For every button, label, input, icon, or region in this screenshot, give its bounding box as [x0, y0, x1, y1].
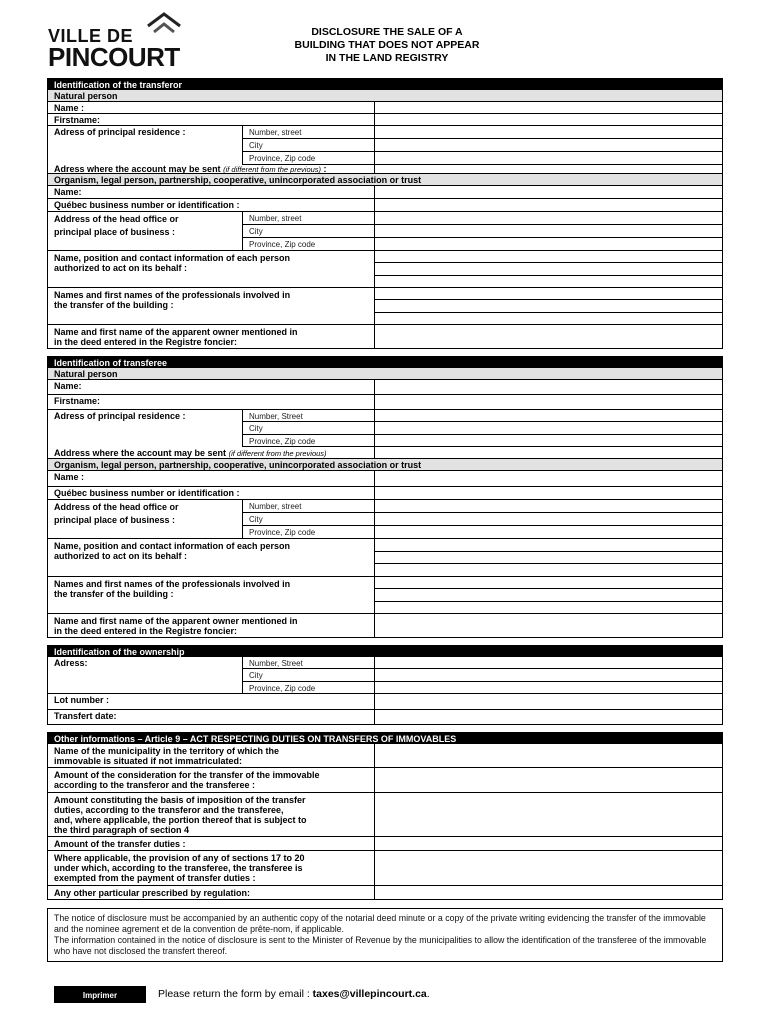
transferee-ho-city-label: City: [243, 513, 375, 526]
transferor-account-label: Adress where the account may be sent (if different from the previous) :: [48, 165, 375, 173]
consideration-field[interactable]: [375, 768, 722, 792]
transferee-residence-label: Adress of principal residence :: [48, 410, 243, 447]
transferor-organism-subheader: Organism, legal person, partnership, cooperative, unincorporated association or trust: [47, 174, 723, 186]
other-particular-field[interactable]: [375, 886, 722, 899]
notice-paragraph-1: The notice of disclosure must be accompanied by an authentic copy of the notarial deed minute or a copy of the private writing evidencing the transfer of the immovable and the nominee agrement et de la convention de prête-nom, if applicable.: [54, 913, 706, 934]
lot-number-field[interactable]: [375, 694, 722, 710]
transferee-owner-label: Name and first name of the apparent owner mentioned in in the deed entered in the Registre foncier:: [48, 614, 375, 637]
roof-chevron-icon: [146, 12, 182, 36]
transferor-business-number-label: Québec business number or identification :: [48, 199, 375, 212]
transferor-head-office-label: Address of the head office or principal place of business :: [48, 212, 243, 251]
transferor-firstname-field[interactable]: [375, 114, 722, 126]
transferor-ho-number-label: Number, street: [243, 212, 375, 225]
transferee-authorized-label: Name, position and contact information of each person authorized to act on its behalf :: [48, 539, 375, 576]
logo-line-2: PINCOURT: [48, 42, 180, 72]
transferor-authorized-label: Name, position and contact information of each person authorized to act on its behalf :: [48, 251, 375, 287]
transferee-org-name-field[interactable]: [375, 471, 722, 487]
transferor-section-header: Identification of the transferor: [47, 78, 723, 90]
transfer-date-field[interactable]: [375, 710, 722, 725]
transferee-ho-number-label: Number, street: [243, 500, 375, 513]
transferee-business-number-label: Québec business number or identification :: [48, 487, 375, 500]
ownership-city-label: City: [243, 669, 375, 681]
print-button[interactable]: Imprimer: [54, 986, 146, 1003]
transferor-owner-label: Name and first name of the apparent owner mentioned in in the deed entered in the Registre foncier:: [48, 325, 375, 348]
transferee-account-label: Address where the account may be sent (if different from the previous): [48, 447, 375, 458]
ville-de-pincourt-logo: [48, 12, 188, 72]
transferor-ho-province-label: Province, Zip code: [243, 238, 375, 251]
ownership-province-label: Province, Zip code: [243, 682, 375, 694]
transferor-city-field[interactable]: [375, 139, 722, 152]
notice-paragraph-2: The information contained in the notice of disclosure is sent to the Minister of Revenue by the municipalities to allow the identification of the transferee of the immovable who have not disclosed the transfert thereof.: [54, 935, 707, 956]
form-footer: [54, 986, 714, 1004]
transferee-firstname-label: Firstname:: [48, 395, 375, 410]
exemption-field[interactable]: [375, 851, 722, 885]
transferee-name-label: Name:: [48, 380, 375, 395]
imposition-basis-label: Amount constituting the basis of imposition of the transfer duties, according to the transferor and the transferee, and, where applicable, the portion thereof that is subject to the third paragraph of section 4: [48, 793, 375, 836]
transferor-org-name-label: Name:: [48, 186, 375, 199]
transferee-ho-number-field[interactable]: [375, 500, 722, 513]
transferee-business-number-field[interactable]: [375, 487, 722, 500]
municipality-label: Name of the municipality in the territory of which the immovable is situated if not immatriculated:: [48, 744, 375, 767]
transfer-duties-field[interactable]: [375, 837, 722, 850]
transfer-duties-label: Amount of the transfer duties :: [48, 837, 375, 850]
transferee-org-name-label: Name :: [48, 471, 375, 487]
title-line-1: DISCLOSURE THE SALE OF A: [311, 26, 463, 38]
title-line-3: IN THE LAND REGISTRY: [325, 52, 449, 64]
ownership-city-field[interactable]: [375, 669, 722, 681]
transferee-professionals-label: Names and first names of the professionals involved in the transfer of the building :: [48, 577, 375, 613]
transferee-city-label: City: [243, 422, 375, 434]
transferor-ho-number-field[interactable]: [375, 212, 722, 225]
transferee-firstname-field[interactable]: [375, 395, 722, 410]
transferor-owner-field[interactable]: [375, 325, 722, 348]
transferor-province-label: Province, Zip code: [243, 152, 375, 165]
lot-number-label: Lot number :: [48, 694, 375, 710]
transferee-name-field[interactable]: [375, 380, 722, 395]
transferor-account-field[interactable]: [375, 165, 722, 173]
ownership-number-street-label: Number, Street: [243, 657, 375, 669]
transferor-ho-city-field[interactable]: [375, 225, 722, 238]
transferor-org-name-field[interactable]: [375, 186, 722, 199]
transferee-natural-person-subheader: Natural person: [47, 368, 723, 380]
ownership-adress-label: Adress:: [48, 657, 243, 694]
transferor-professionals-label: Names and first names of the professionals involved in the transfer of the building :: [48, 288, 375, 324]
transferee-organism-subheader: Organism, legal person, partnership, cooperative, unincorporated association or trust: [47, 459, 723, 471]
transferee-number-street-field[interactable]: [375, 410, 722, 422]
transferor-ho-city-label: City: [243, 225, 375, 238]
transferee-owner-field[interactable]: [375, 614, 722, 637]
ownership-province-field[interactable]: [375, 682, 722, 694]
transferee-number-street-label: Number, Street: [243, 410, 375, 422]
document-title: [262, 26, 512, 65]
transferor-province-field[interactable]: [375, 152, 722, 165]
consideration-label: Amount of the consideration for the transfer of the immovable according to the transferor and the transferee :: [48, 768, 375, 792]
return-instructions: Please return the form by email : taxes@villepincourt.ca.: [158, 988, 430, 1000]
transferor-name-field[interactable]: [375, 102, 722, 114]
transferor-name-label: Name :: [48, 102, 375, 114]
transferor-number-street-field[interactable]: [375, 126, 722, 139]
logo-line-1: VILLE DE: [48, 26, 134, 46]
transferee-province-field[interactable]: [375, 435, 722, 447]
transferor-business-number-field[interactable]: [375, 199, 722, 212]
transferor-city-label: City: [243, 139, 375, 152]
transferee-account-field[interactable]: [375, 447, 722, 458]
ownership-number-street-field[interactable]: [375, 657, 722, 669]
municipality-field[interactable]: [375, 744, 722, 767]
transferee-authorized-field[interactable]: [375, 539, 722, 576]
transferor-residence-label: Adress of principal residence :: [48, 126, 243, 165]
transfer-date-label: Transfert date:: [48, 710, 375, 725]
transferee-professionals-field[interactable]: [375, 577, 722, 613]
other-info-section-header: Other informations – Article 9 – ACT RESPECTING DUTIES ON TRANSFERS OF IMMOVABLES: [47, 732, 723, 744]
transferee-ho-province-field[interactable]: [375, 526, 722, 539]
transferee-section-header: Identification of transferee: [47, 356, 723, 368]
transferor-ho-province-field[interactable]: [375, 238, 722, 251]
transferor-number-street-label: Number, street: [243, 126, 375, 139]
transferor-natural-person-subheader: Natural person: [47, 90, 723, 102]
ownership-section-header: Identification of the ownership: [47, 645, 723, 657]
return-email[interactable]: taxes@villepincourt.ca: [312, 988, 427, 1000]
transferor-professionals-field[interactable]: [375, 288, 722, 324]
title-line-2: BUILDING THAT DOES NOT APPEAR: [294, 39, 480, 51]
imposition-basis-field[interactable]: [375, 793, 722, 836]
transferor-firstname-label: Firstname:: [48, 114, 375, 126]
disclosure-form: [47, 78, 723, 962]
exemption-label: Where applicable, the provision of any of sections 17 to 20 under which, according to the transferee, the transferee is exempted from the payment of transfer duties :: [48, 851, 375, 885]
transferee-city-field[interactable]: [375, 422, 722, 434]
transferee-province-label: Province, Zip code: [243, 435, 375, 447]
transferee-head-office-label: Address of the head office or principal place of business :: [48, 500, 243, 539]
transferee-ho-city-field[interactable]: [375, 513, 722, 526]
other-particular-label: Any other particular prescribed by regulation:: [48, 886, 375, 899]
disclosure-notice: [47, 908, 723, 962]
transferee-ho-province-label: Province, Zip code: [243, 526, 375, 539]
transferor-authorized-field[interactable]: [375, 251, 722, 287]
